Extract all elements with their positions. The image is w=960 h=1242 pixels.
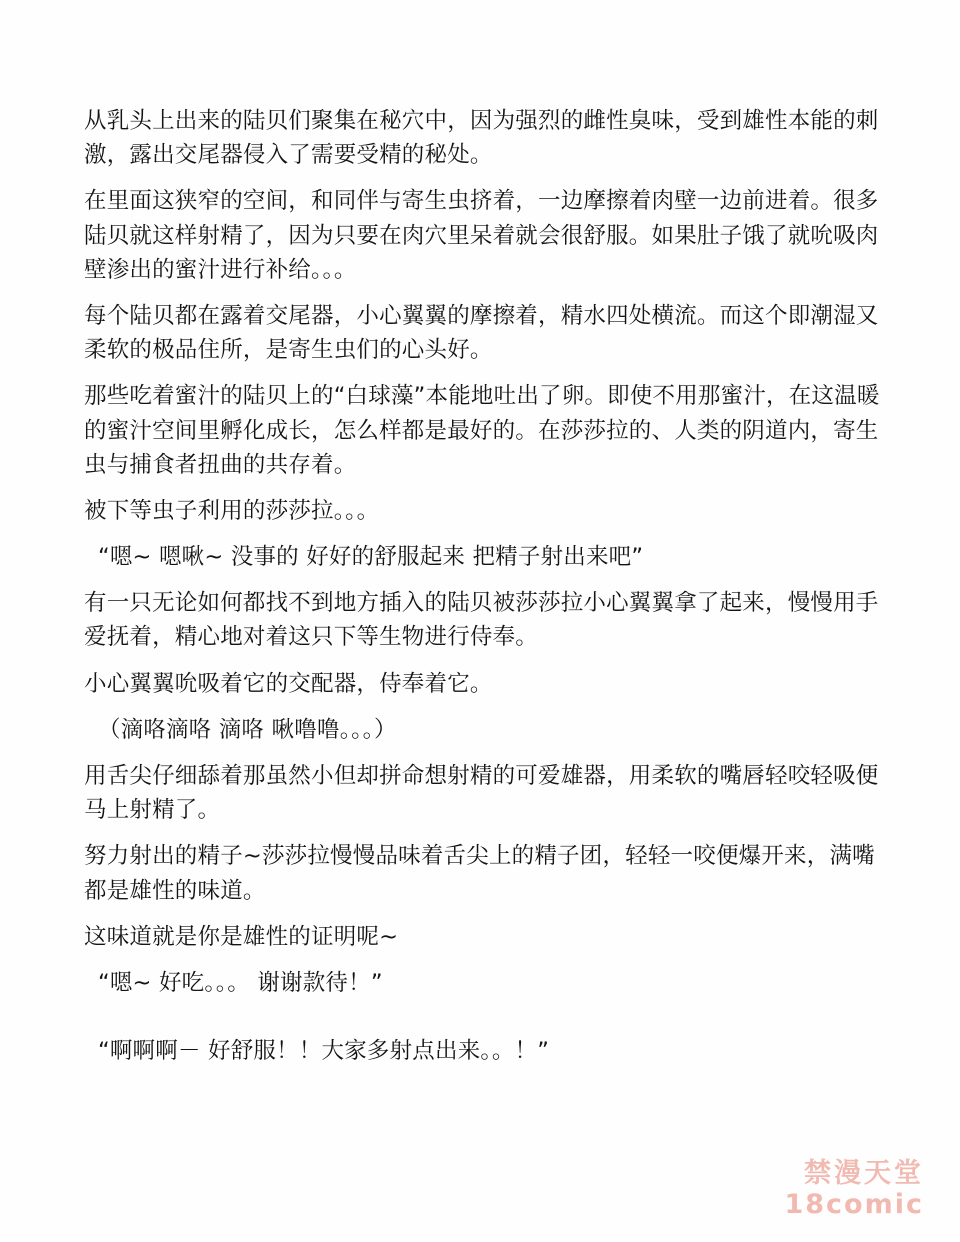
paragraph-dialogue: “嗯~ 嗯啾~ 没事的 好好的舒服起来 把精子射出来吧”: [98, 544, 644, 571]
paragraph-sfx: （滴咯滴咯 滴咯 啾噜噜。。。）: [98, 716, 397, 743]
paragraph: 有一只无论如何都找不到地方插入的陆贝被莎莎拉小心翼翼拿了起来，慢慢用手爱抚着，精心地对着这只下等生物进行侍奉。: [84, 590, 879, 651]
document-text-column: [84, 104, 884, 1080]
paragraph: 被下等虫子利用的莎莎拉。。。: [84, 497, 380, 524]
watermark-site-id: 18comic: [784, 1188, 924, 1220]
paragraph-dialogue: “嗯~ 好吃。。。 谢谢款待！”: [98, 969, 383, 996]
paragraph: 这味道就是你是雄性的证明呢~: [84, 923, 399, 950]
paragraph: 小心翼翼吮吸着它的交配器，侍奉着它。: [84, 670, 493, 697]
paragraph: 每个陆贝都在露着交尾器，小心翼翼的摩擦着，精水四处横流。而这个即潮湿又柔软的极品住所，是寄生虫们的心头好。: [84, 302, 879, 364]
watermark: [784, 1158, 924, 1220]
paragraph: 从乳头上出来的陆贝们聚集在秘穴中，因为强烈的雌性臭味，受到雄性本能的刺激，露出交尾器侵入了需要受精的秘处。: [84, 108, 879, 169]
paragraph-dialogue: “啊啊啊－ 好舒服！！大家多射点出来。。！”: [98, 1038, 550, 1065]
paragraph: 在里面这狭窄的空间，和同伴与寄生虫挤着，一边摩擦着肉壁一边前进着。很多陆贝就这样射精了，因为只要在肉穴里呆着就会很舒服。如果肚子饿了就吮吸肉壁渗出的蜜汁进行补给。。。: [84, 188, 879, 283]
paragraph: 用舌尖仔细舔着那虽然小但却拼命想射精的可爱雄器，用柔软的嘴唇轻咬轻吸便马上射精了。: [84, 763, 879, 824]
watermark-site-name: 禁漫天堂: [804, 1157, 924, 1189]
paragraph: 那些吃着蜜汁的陆贝上的“白球藻”本能地吐出了卵。即使不用那蜜汁，在这温暖的蜜汁空间里孵化成长，怎么样都是最好的。在莎莎拉的、人类的阴道内，寄生虫与捕食者扭曲的共存着。: [84, 383, 880, 478]
paragraph: 努力射出的精子~莎莎拉慢慢品味着舌尖上的精子团，轻轻一咬便爆开来，满嘴都是雄性的味道。: [84, 843, 875, 904]
